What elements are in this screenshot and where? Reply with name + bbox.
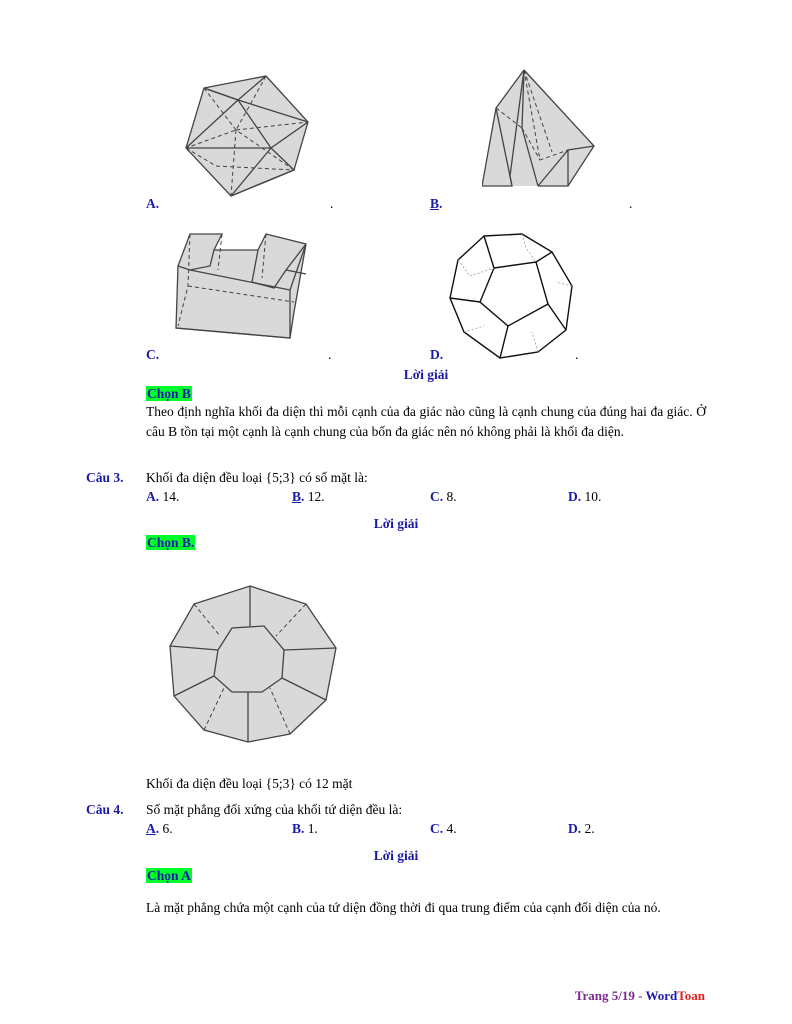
q2-option-b-dot: . <box>629 196 633 211</box>
q2-option-a-dot: . <box>330 196 334 211</box>
q3-choice-badge: Chọn B. <box>147 535 195 550</box>
notched-block-figure <box>174 230 310 342</box>
q3-option-c: C. 8. <box>430 489 457 504</box>
q4-choice-badge: Chọn A <box>147 868 191 883</box>
dodecahedron-figure <box>166 584 338 744</box>
icosahedron-figure <box>176 70 316 200</box>
q2-option-b-letter: B <box>430 196 440 211</box>
q3-option-a: A. 14. <box>146 489 180 504</box>
q2-solution-heading: Lời giải <box>403 367 449 382</box>
q4-option-b: B. 1. <box>292 821 318 836</box>
q2-choice-badge: Chọn B <box>147 386 191 401</box>
q2-explanation: Theo định nghĩa khối đa diện thì mỗi cạnh của đa giác nào cũng là cạnh chung của đúng hai đa giác. Ở câu B tồn tại một cạnh là cạnh chung của bốn đa giác nên nó không phải là khối đa diện. <box>146 404 706 439</box>
q3-solution-heading: Lời giải <box>373 516 419 531</box>
q4-label: Câu 4. <box>86 802 124 817</box>
q4-solution-heading: Lời giải <box>373 848 419 863</box>
q3-option-b: B. 12. <box>292 489 325 504</box>
q3-label: Câu 3. <box>86 470 124 485</box>
q2-option-c-letter: C <box>146 347 156 362</box>
footer-brand-toan: Toan <box>677 988 705 1003</box>
q4-question: Số mặt phẳng đối xứng của khối tứ diện đều là: <box>146 802 403 817</box>
footer-brand-word: Word <box>645 988 678 1003</box>
page-footer <box>575 988 705 1004</box>
q4-option-a: A. 6. <box>146 821 173 836</box>
q2-option-a-letter: A <box>146 196 156 211</box>
q2-option-d-dot: . <box>575 347 579 362</box>
q2-option-c-dot: . <box>328 347 332 362</box>
q3-caption: Khối đa diện đều loại {5;3} có 12 mặt <box>146 776 353 791</box>
q3-option-d: D. 10. <box>568 489 602 504</box>
q3-question: Khối đa diện đều loại {5;3} có số mặt là: <box>146 470 368 485</box>
dodecahedron-outline-figure <box>446 232 576 360</box>
q2-option-d-letter: D <box>430 347 440 362</box>
footer-page-number: Trang 5/19 - <box>574 988 646 1003</box>
nonpolyhedron-figure <box>482 68 598 190</box>
q4-explanation: Là mặt phẳng chứa một cạnh của tứ diện đồng thời đi qua trung điểm của cạnh đối diện của nó. <box>146 900 661 915</box>
q4-option-c: C. 4. <box>430 821 457 836</box>
q4-option-d: D. 2. <box>568 821 595 836</box>
